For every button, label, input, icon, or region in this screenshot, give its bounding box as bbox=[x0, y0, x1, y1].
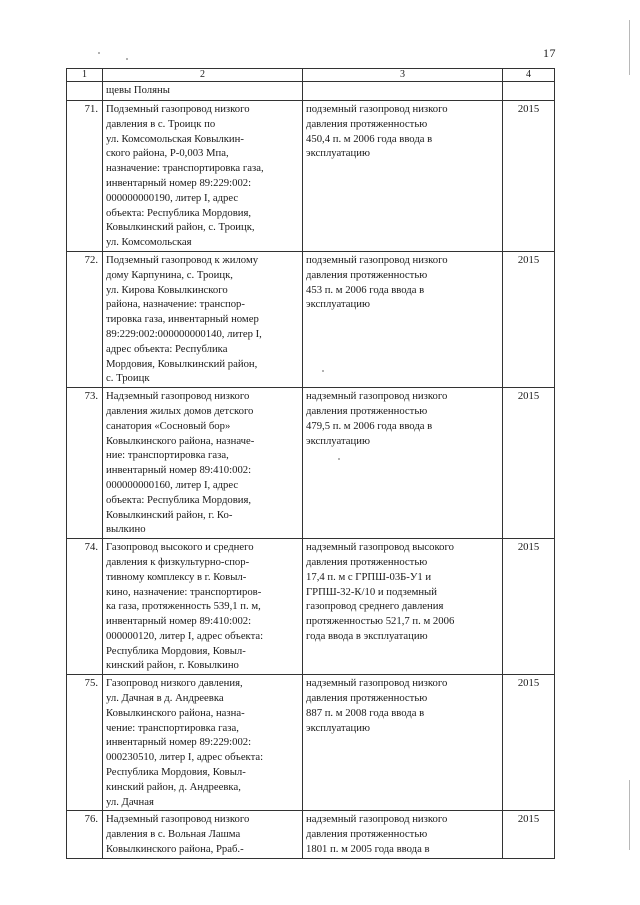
table-row bbox=[67, 101, 555, 252]
table-row bbox=[67, 811, 555, 858]
scan-edge-mark bbox=[629, 780, 630, 850]
row-year: 2015 bbox=[503, 675, 555, 811]
scan-edge-mark bbox=[629, 20, 630, 75]
object-description: надземный газопровод низкого давления протяженностью 479,5 п. м 2006 года ввода в эксплуатацию bbox=[303, 388, 503, 539]
header-cell-name: 2 bbox=[103, 69, 303, 82]
scan-speck bbox=[126, 58, 128, 60]
row-number: 76. bbox=[67, 811, 103, 858]
object-description: подземный газопровод низкого давления протяженностью 453 п. м 2006 года ввода в эксплуатацию bbox=[303, 251, 503, 387]
table-row-continuation bbox=[67, 82, 555, 101]
table-row bbox=[67, 539, 555, 675]
row-number: 71. bbox=[67, 101, 103, 252]
header-cell-description: 3 bbox=[303, 69, 503, 82]
object-name: Подземный газопровод низкого давления в с. Троицк по ул. Комсомольская Ковылкин- ского района, Р-0,003 Мпа, назначение: транспортировка газа, инвентарный номер 89:229:002: 000000000190, литер I, адрес объекта: Республика Мордовия, Ковылкинский район, с. Троицк, ул. Комсомольская bbox=[103, 101, 303, 252]
row-year bbox=[503, 82, 555, 101]
object-description: надземный газопровод низкого давления протяженностью 1801 п. м 2005 года ввода в bbox=[303, 811, 503, 858]
header-cell-number: 1 bbox=[67, 69, 103, 82]
table-row bbox=[67, 675, 555, 811]
row-year: 2015 bbox=[503, 101, 555, 252]
object-description: надземный газопровод высокого давления протяженностью 17,4 п. м с ГРПШ-03Б-У1 и ГРПШ-32-К/10 и подземный газопровод среднего давления протяженностью 521,7 п. м 2006 года ввода в эксплуатацию bbox=[303, 539, 503, 675]
row-number: 75. bbox=[67, 675, 103, 811]
object-name: Газопровод низкого давления, ул. Дачная в д. Андреевка Ковылкинского района, назна- чение: транспортировка газа, инвентарный номер 89:229:002: 000230510, литер I, адрес объекта: Республика Мордовия, Ковыл- кинский район, д. Андреевка, ул. Дачная bbox=[103, 675, 303, 811]
row-number: 72. bbox=[67, 251, 103, 387]
row-year: 2015 bbox=[503, 811, 555, 858]
header-cell-year: 4 bbox=[503, 69, 555, 82]
object-description: подземный газопровод низкого давления протяженностью 450,4 п. м 2006 года ввода в эксплуатацию bbox=[303, 101, 503, 252]
object-name: Надземный газопровод низкого давления в с. Вольная Лашма Ковылкинского района, Рраб.- bbox=[103, 811, 303, 858]
object-name: Газопровод высокого и среднего давления к физкультурно-спор- тивному комплексу в г. Ковыл- кино, назначение: транспортиров- ка газа, протяженность 539,1 п. м, инвентарный номер 89:410:002: 000000120, литер I, адрес объекта: Республика Мордовия, Ковыл- кинский район, г. Ковылкино bbox=[103, 539, 303, 675]
object-description bbox=[303, 82, 503, 101]
row-year: 2015 bbox=[503, 539, 555, 675]
row-year: 2015 bbox=[503, 388, 555, 539]
table-row bbox=[67, 388, 555, 539]
object-name: Подземный газопровод к жилому дому Карпунина, с. Троицк, ул. Кирова Ковылкинского района, назначение: транспор- тировка газа, инвентарный номер 89:229:002:000000000140, литер I, адрес объекта: Республика Мордовия, Ковылкинский район, с. Троицк bbox=[103, 251, 303, 387]
object-description: надземный газопровод низкого давления протяженностью 887 п. м 2008 года ввода в эксплуатацию bbox=[303, 675, 503, 811]
table-header-row bbox=[67, 69, 555, 82]
row-number bbox=[67, 82, 103, 101]
table-row bbox=[67, 251, 555, 387]
row-year: 2015 bbox=[503, 251, 555, 387]
row-number: 74. bbox=[67, 539, 103, 675]
page-number: 17 bbox=[543, 46, 556, 60]
scan-speck bbox=[98, 52, 100, 54]
object-name: Надземный газопровод низкого давления жилых домов детского санатория «Сосновый бор» Ковылкинского района, назначе- ние: транспортировка газа, инвентарный номер 89:410:002: 000000000160, литер I, адрес объекта: Республика Мордовия, Ковылкинский район, г. Ко- вылкино bbox=[103, 388, 303, 539]
object-name: щевы Поляны bbox=[103, 82, 303, 101]
row-number: 73. bbox=[67, 388, 103, 539]
property-table bbox=[66, 68, 555, 859]
